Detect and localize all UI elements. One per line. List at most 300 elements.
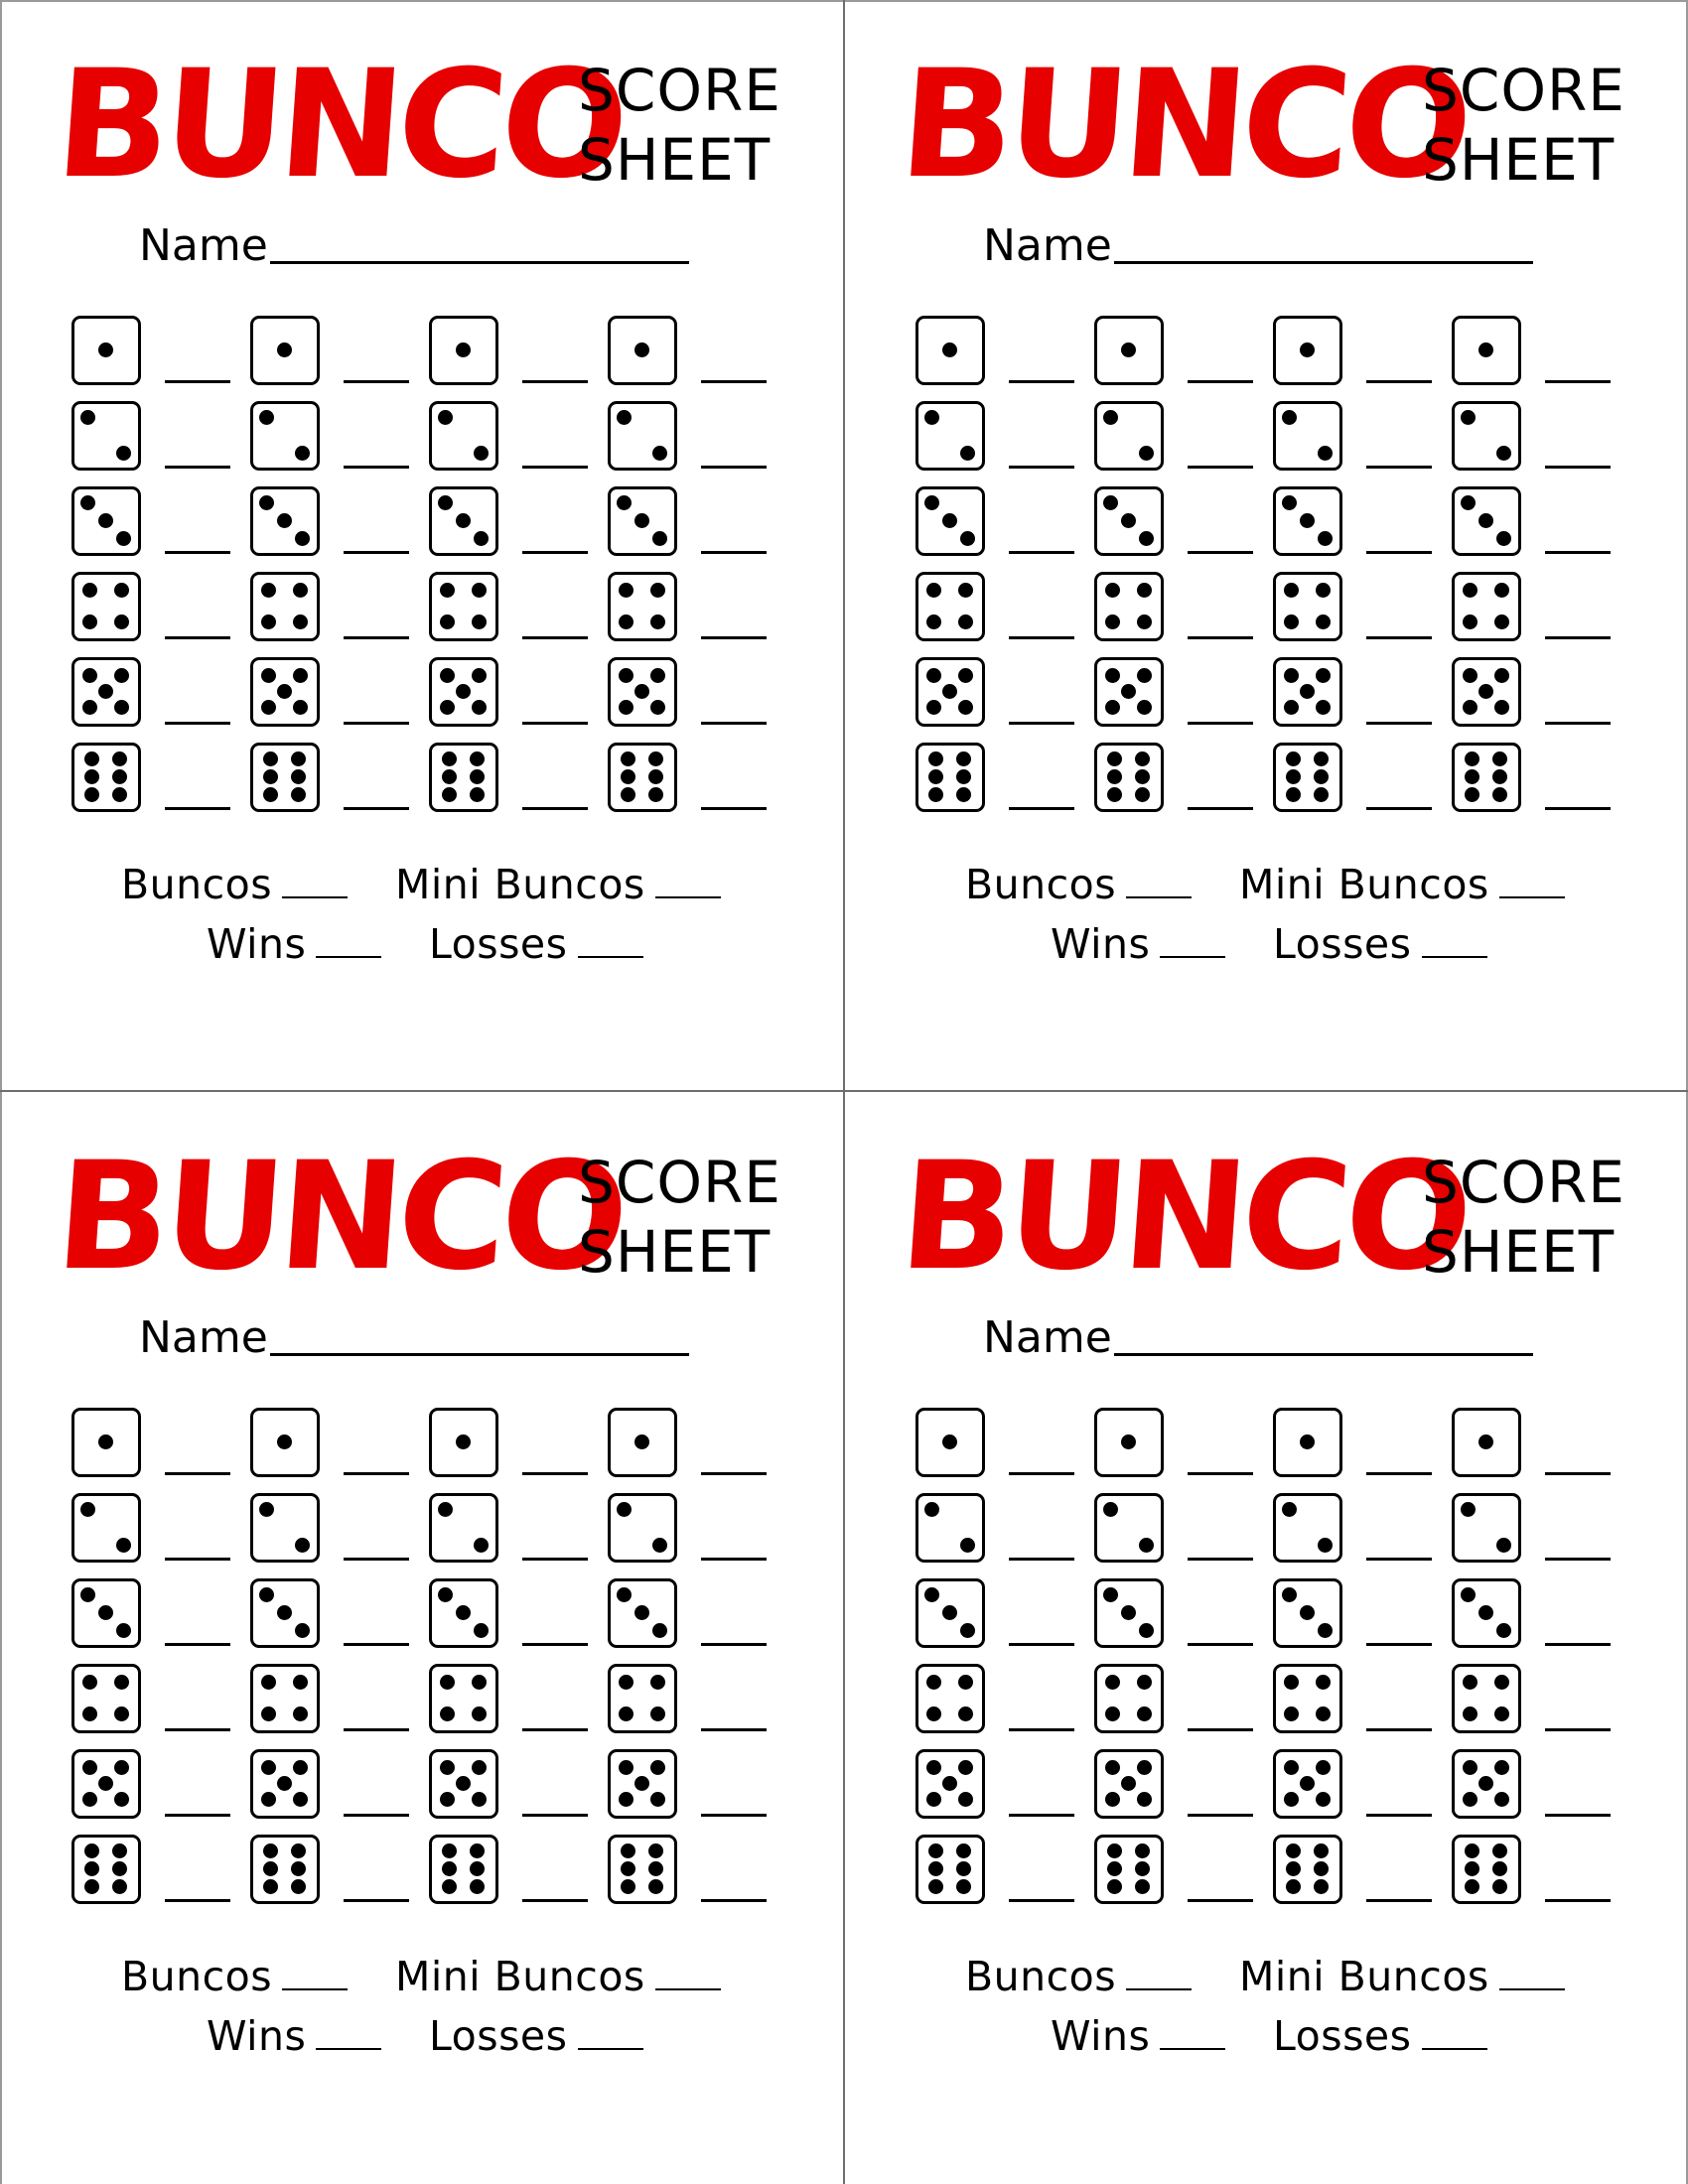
die-pip (634, 684, 649, 699)
die-pip (82, 1706, 97, 1721)
die-pip (956, 751, 971, 766)
die-four-icon (608, 572, 677, 641)
die-pip (650, 700, 665, 715)
die-pip (1105, 1760, 1120, 1775)
die-pip (1496, 446, 1511, 461)
losses-label: Losses (429, 920, 568, 968)
die-pip (259, 410, 274, 425)
mini-buncos-field[interactable] (655, 896, 721, 898)
round-2-fours-score-field[interactable] (1188, 1728, 1253, 1731)
die-pip (1463, 1792, 1477, 1807)
buncos-field[interactable] (1126, 896, 1192, 898)
die-five-icon (429, 1749, 498, 1819)
die-pip (82, 1675, 97, 1690)
die-pip (293, 1760, 308, 1775)
die-pip (958, 614, 973, 629)
die-pip (1121, 342, 1136, 357)
die-pip (442, 787, 457, 802)
round-4-fives-score-field[interactable] (1545, 1814, 1611, 1817)
round-3-twos-score-field[interactable] (522, 1558, 588, 1561)
losses-field[interactable] (578, 956, 643, 958)
round-2-sixs-score-field[interactable] (344, 1899, 409, 1902)
die-pip (470, 1861, 485, 1876)
round-4-sixs-score-field[interactable] (1545, 807, 1611, 810)
die-pip (1463, 668, 1477, 683)
round-4-twos-score-field[interactable] (1545, 1558, 1611, 1561)
round-1-threes-score-field[interactable] (165, 1643, 230, 1646)
die-pip (112, 787, 127, 802)
round-1-twos-score-field[interactable] (165, 466, 230, 469)
die-pip (82, 668, 97, 683)
round-4-ones-score-field[interactable] (1545, 380, 1611, 383)
die-two-icon (915, 401, 985, 471)
die-four-icon (429, 1664, 498, 1733)
wins-tally (1051, 2012, 1225, 2060)
die-five-icon (915, 1749, 985, 1819)
die-pip (926, 583, 941, 598)
round-3-sixs-score-field[interactable] (1366, 807, 1432, 810)
die-four-icon (71, 1664, 141, 1733)
die-pip (456, 1605, 471, 1620)
round-4-ones-score-field[interactable] (701, 380, 767, 383)
round-3-ones-score-field[interactable] (1366, 1472, 1432, 1475)
wins-field[interactable] (1160, 2048, 1225, 2050)
wins-field[interactable] (1160, 956, 1225, 958)
die-pip (648, 787, 663, 802)
round-2-ones-score-field[interactable] (1188, 380, 1253, 383)
round-2-threes-score-field[interactable] (344, 551, 409, 554)
die-pip (1465, 1843, 1479, 1858)
wins-label: Wins (207, 2012, 307, 2060)
round-4-threes-score-field[interactable] (1545, 551, 1611, 554)
die-pip (926, 1675, 941, 1690)
die-pip (924, 410, 939, 425)
round-1-ones-score-field[interactable] (165, 380, 230, 383)
die-three-icon (1273, 1578, 1342, 1648)
round-2-fives-score-field[interactable] (1188, 722, 1253, 725)
die-pip (924, 1587, 939, 1602)
round-2-ones-score-field[interactable] (344, 380, 409, 383)
round-2-threes-score-field[interactable] (1188, 551, 1253, 554)
die-pip (263, 751, 278, 766)
die-pip (1284, 614, 1299, 629)
losses-field[interactable] (1422, 956, 1487, 958)
round-1-threes-score-field[interactable] (1009, 551, 1074, 554)
round-4-twos-score-field[interactable] (1545, 466, 1611, 469)
round-2-fours-score-field[interactable] (1188, 636, 1253, 639)
die-pip (1316, 583, 1331, 598)
mini-buncos-field[interactable] (1499, 1988, 1565, 1990)
die-four-icon (1452, 1664, 1521, 1733)
round-4-fives-score-field[interactable] (701, 722, 767, 725)
die-pip (112, 1861, 127, 1876)
die-pip (942, 684, 957, 699)
die-pip (1465, 769, 1479, 784)
round-3-threes-score-field[interactable] (522, 1643, 588, 1646)
round-3-sixs-score-field[interactable] (522, 1899, 588, 1902)
die-pip (1318, 1538, 1333, 1553)
round-4-sixs-score-field[interactable] (701, 807, 767, 810)
round-3-twos-score-field[interactable] (1366, 466, 1432, 469)
round-1-twos-score-field[interactable] (165, 1558, 230, 1561)
wins-tally (207, 920, 381, 968)
die-four-icon (608, 1664, 677, 1733)
die-pip (956, 1861, 971, 1876)
losses-field[interactable] (1422, 2048, 1487, 2050)
die-pip (440, 700, 455, 715)
die-pip (293, 668, 308, 683)
die-pip (958, 1706, 973, 1721)
die-pip (960, 531, 975, 546)
die-pip (84, 1861, 99, 1876)
round-2-fives-score-field[interactable] (1188, 1814, 1253, 1817)
round-4-sixs-score-field[interactable] (1545, 1899, 1611, 1902)
die-pip (1316, 700, 1331, 715)
wins-tally (1051, 920, 1225, 968)
round-3-sixs-score-field[interactable] (1366, 1899, 1432, 1902)
die-two-icon (71, 1493, 141, 1563)
score-card-1 (0, 0, 843, 1091)
round-1-threes-score-field[interactable] (165, 551, 230, 554)
die-pip (114, 583, 129, 598)
die-four-icon (1094, 1664, 1164, 1733)
die-three-icon (1452, 1578, 1521, 1648)
round-3-threes-score-field[interactable] (522, 551, 588, 554)
round-3-ones-score-field[interactable] (522, 1472, 588, 1475)
die-one-icon (1094, 1408, 1164, 1477)
die-three-icon (250, 1578, 320, 1648)
die-pip (1286, 751, 1301, 766)
die-pip (1300, 1605, 1315, 1620)
round-3-fives-score-field[interactable] (522, 722, 588, 725)
round-2-twos-score-field[interactable] (344, 466, 409, 469)
round-1-fives-score-field[interactable] (165, 1814, 230, 1817)
round-1-ones-score-field[interactable] (1009, 380, 1074, 383)
round-4-fours-score-field[interactable] (701, 636, 767, 639)
round-1-twos-score-field[interactable] (1009, 1558, 1074, 1561)
die-pip (1105, 583, 1120, 598)
die-pip (1300, 513, 1315, 528)
die-pip (98, 684, 113, 699)
round-1-fours-score-field[interactable] (165, 1728, 230, 1731)
die-pip (1286, 1879, 1301, 1894)
die-pip (1137, 1706, 1152, 1721)
buncos-field[interactable] (282, 896, 348, 898)
die-one-icon (71, 316, 141, 385)
buncos-tally (121, 1953, 348, 2000)
die-pip (1478, 1776, 1493, 1791)
die-pip (440, 1706, 455, 1721)
die-pip (1282, 1502, 1297, 1517)
round-3-sixs-score-field[interactable] (522, 807, 588, 810)
round-4-fives-score-field[interactable] (1545, 722, 1611, 725)
die-one-icon (608, 316, 677, 385)
die-six-icon (250, 743, 320, 812)
die-pip (1494, 583, 1509, 598)
die-pip (1107, 769, 1122, 784)
round-1-sixs-score-field[interactable] (165, 1899, 230, 1902)
round-4-threes-score-field[interactable] (701, 551, 767, 554)
die-pip (1121, 1434, 1136, 1449)
round-3-fives-score-field[interactable] (1366, 1814, 1432, 1817)
round-2-sixs-score-field[interactable] (1188, 807, 1253, 810)
die-pip (650, 614, 665, 629)
round-4-fives-score-field[interactable] (701, 1814, 767, 1817)
die-pip (1496, 531, 1511, 546)
round-1-fours-score-field[interactable] (1009, 636, 1074, 639)
die-pip (650, 1792, 665, 1807)
name-field[interactable] (1114, 261, 1533, 264)
wins-field[interactable] (316, 2048, 381, 2050)
die-two-icon (1094, 1493, 1164, 1563)
die-pip (1121, 1605, 1136, 1620)
die-pip (617, 410, 632, 425)
die-pip (98, 342, 113, 357)
die-pip (472, 668, 487, 683)
die-pip (1314, 787, 1329, 802)
mini-buncos-field[interactable] (1499, 896, 1565, 898)
buncos-field[interactable] (282, 1988, 348, 1990)
round-4-twos-score-field[interactable] (701, 466, 767, 469)
die-one-icon (1273, 1408, 1342, 1477)
round-2-sixs-score-field[interactable] (1188, 1899, 1253, 1902)
die-pip (1465, 1879, 1479, 1894)
round-1-threes-score-field[interactable] (1009, 1643, 1074, 1646)
die-two-icon (1452, 401, 1521, 471)
die-pip (293, 1675, 308, 1690)
die-pip (80, 1502, 95, 1517)
die-pip (98, 1434, 113, 1449)
round-2-threes-score-field[interactable] (1188, 1643, 1253, 1646)
round-2-fours-score-field[interactable] (344, 636, 409, 639)
round-3-twos-score-field[interactable] (522, 466, 588, 469)
die-pip (619, 614, 633, 629)
die-pip (1494, 700, 1509, 715)
round-4-fours-score-field[interactable] (1545, 636, 1611, 639)
round-2-ones-score-field[interactable] (1188, 1472, 1253, 1475)
round-4-ones-score-field[interactable] (701, 1472, 767, 1475)
die-pip (634, 1776, 649, 1791)
round-4-fours-score-field[interactable] (1545, 1728, 1611, 1731)
die-pip (1137, 583, 1152, 598)
die-pip (926, 700, 941, 715)
die-pip (1103, 410, 1118, 425)
round-1-twos-score-field[interactable] (1009, 466, 1074, 469)
die-one-icon (429, 1408, 498, 1477)
round-1-sixs-score-field[interactable] (165, 807, 230, 810)
die-pip (634, 1434, 649, 1449)
die-pip (1314, 1843, 1329, 1858)
die-five-icon (250, 1749, 320, 1819)
round-4-fours-score-field[interactable] (701, 1728, 767, 1731)
round-3-fours-score-field[interactable] (522, 636, 588, 639)
round-1-fours-score-field[interactable] (165, 636, 230, 639)
name-label: Name (983, 1312, 1112, 1363)
die-pip (617, 495, 632, 510)
die-pip (84, 769, 99, 784)
die-pip (1135, 769, 1150, 784)
die-pip (928, 1843, 943, 1858)
die-four-icon (915, 1664, 985, 1733)
die-pip (1135, 787, 1150, 802)
die-pip (1492, 1843, 1507, 1858)
die-pip (1461, 1502, 1476, 1517)
round-4-ones-score-field[interactable] (1545, 1472, 1611, 1475)
die-pip (456, 1776, 471, 1791)
round-2-twos-score-field[interactable] (1188, 1558, 1253, 1561)
die-five-icon (1273, 1749, 1342, 1819)
round-3-fours-score-field[interactable] (1366, 1728, 1432, 1731)
die-pip (470, 787, 485, 802)
die-three-icon (1452, 486, 1521, 556)
die-pip (1286, 1843, 1301, 1858)
mini-buncos-field[interactable] (655, 1988, 721, 1990)
die-pip (1463, 1706, 1477, 1721)
round-2-twos-score-field[interactable] (1188, 466, 1253, 469)
round-1-fives-score-field[interactable] (1009, 1814, 1074, 1817)
bunco-logo-text: BUNCO (894, 1131, 1473, 1303)
die-pip (1121, 513, 1136, 528)
die-pip (440, 1675, 455, 1690)
die-five-icon (1452, 657, 1521, 727)
die-two-icon (250, 401, 320, 471)
die-pip (1314, 769, 1329, 784)
losses-tally (1273, 2012, 1487, 2060)
die-five-icon (71, 1749, 141, 1819)
die-pip (98, 1605, 113, 1620)
round-2-threes-score-field[interactable] (344, 1643, 409, 1646)
round-3-threes-score-field[interactable] (1366, 1643, 1432, 1646)
die-pip (1286, 1861, 1301, 1876)
die-pip (1316, 1706, 1331, 1721)
round-2-fives-score-field[interactable] (344, 1814, 409, 1817)
die-pip (82, 700, 97, 715)
die-pip (1461, 495, 1476, 510)
round-4-threes-score-field[interactable] (701, 1643, 767, 1646)
round-3-fives-score-field[interactable] (1366, 722, 1432, 725)
round-4-sixs-score-field[interactable] (701, 1899, 767, 1902)
round-2-ones-score-field[interactable] (344, 1472, 409, 1475)
round-3-ones-score-field[interactable] (522, 380, 588, 383)
round-3-fives-score-field[interactable] (522, 1814, 588, 1817)
die-pip (474, 531, 489, 546)
die-pip (1463, 583, 1477, 598)
die-pip (112, 1843, 127, 1858)
round-4-threes-score-field[interactable] (1545, 1643, 1611, 1646)
round-1-fives-score-field[interactable] (1009, 722, 1074, 725)
die-one-icon (1452, 316, 1521, 385)
die-pip (114, 1760, 129, 1775)
bunco-logo (894, 1131, 1473, 1303)
losses-field[interactable] (578, 2048, 643, 2050)
round-1-fours-score-field[interactable] (1009, 1728, 1074, 1731)
die-six-icon (1452, 1835, 1521, 1904)
round-3-threes-score-field[interactable] (1366, 551, 1432, 554)
die-two-icon (71, 401, 141, 471)
die-pip (928, 1879, 943, 1894)
die-pip (116, 1538, 131, 1553)
die-six-icon (915, 743, 985, 812)
die-one-icon (71, 1408, 141, 1477)
wins-field[interactable] (316, 956, 381, 958)
die-pip (442, 1843, 457, 1858)
round-1-ones-score-field[interactable] (1009, 1472, 1074, 1475)
die-pip (652, 446, 667, 461)
die-pip (261, 668, 276, 683)
die-three-icon (429, 1578, 498, 1648)
round-2-fours-score-field[interactable] (344, 1728, 409, 1731)
die-four-icon (1452, 572, 1521, 641)
die-pip (438, 1587, 453, 1602)
die-pip (472, 1760, 487, 1775)
die-pip (958, 700, 973, 715)
die-pip (261, 1760, 276, 1775)
round-3-twos-score-field[interactable] (1366, 1558, 1432, 1561)
die-pip (1314, 1861, 1329, 1876)
die-pip (956, 769, 971, 784)
die-five-icon (608, 1749, 677, 1819)
die-pip (112, 751, 127, 766)
round-2-twos-score-field[interactable] (344, 1558, 409, 1561)
die-pip (621, 751, 635, 766)
die-pip (84, 1879, 99, 1894)
round-1-sixs-score-field[interactable] (1009, 807, 1074, 810)
mini-buncos-tally (1239, 1953, 1565, 2000)
round-1-fives-score-field[interactable] (165, 722, 230, 725)
round-4-twos-score-field[interactable] (701, 1558, 767, 1561)
round-1-ones-score-field[interactable] (165, 1472, 230, 1475)
die-pip (619, 668, 633, 683)
die-pip (1492, 787, 1507, 802)
round-2-sixs-score-field[interactable] (344, 807, 409, 810)
name-field[interactable] (270, 261, 689, 264)
die-pip (1137, 1792, 1152, 1807)
die-pip (80, 1587, 95, 1602)
die-pip (470, 1843, 485, 1858)
losses-label: Losses (1273, 2012, 1412, 2060)
die-pip (1121, 1776, 1136, 1791)
die-pip (926, 614, 941, 629)
die-pip (263, 787, 278, 802)
die-pip (1282, 1587, 1297, 1602)
die-pip (114, 614, 129, 629)
die-pip (1492, 1879, 1507, 1894)
die-pip (472, 1706, 487, 1721)
die-pip (1465, 1861, 1479, 1876)
bunco-logo (50, 1131, 629, 1303)
name-field[interactable] (1114, 1353, 1533, 1356)
die-one-icon (250, 316, 320, 385)
buncos-field[interactable] (1126, 1988, 1192, 1990)
die-pip (261, 583, 276, 598)
die-pip (926, 1706, 941, 1721)
die-pip (1478, 1605, 1493, 1620)
die-pip (1496, 1623, 1511, 1638)
die-pip (472, 700, 487, 715)
round-3-fours-score-field[interactable] (522, 1728, 588, 1731)
round-2-fives-score-field[interactable] (344, 722, 409, 725)
die-pip (1478, 513, 1493, 528)
round-3-ones-score-field[interactable] (1366, 380, 1432, 383)
die-six-icon (429, 743, 498, 812)
die-four-icon (1273, 1664, 1342, 1733)
round-3-fours-score-field[interactable] (1366, 636, 1432, 639)
die-six-icon (429, 1835, 498, 1904)
round-1-sixs-score-field[interactable] (1009, 1899, 1074, 1902)
die-pip (1461, 410, 1476, 425)
die-pip (1135, 1879, 1150, 1894)
name-field[interactable] (270, 1353, 689, 1356)
